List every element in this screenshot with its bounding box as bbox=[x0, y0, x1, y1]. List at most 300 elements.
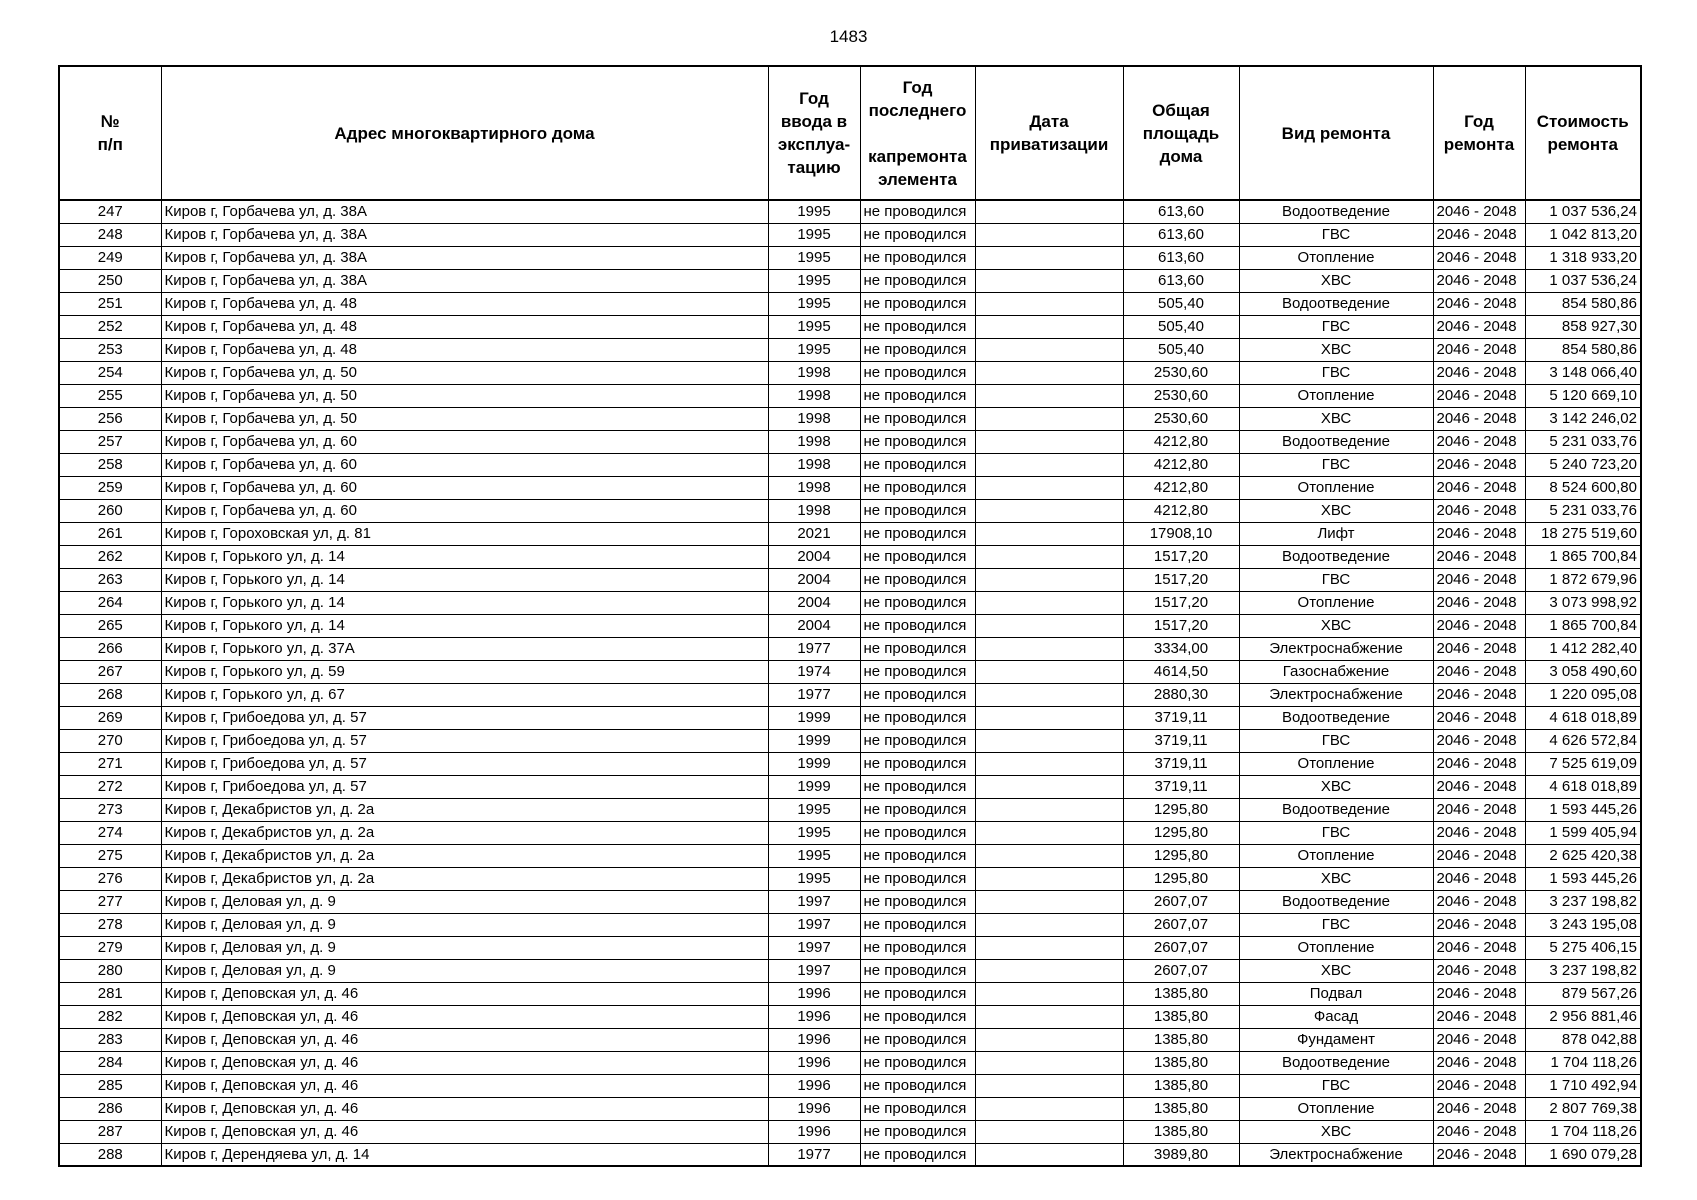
cell-area: 1517,20 bbox=[1123, 568, 1239, 591]
cell-repair-type: ГВС bbox=[1239, 913, 1433, 936]
cell-repair-year: 2046 - 2048 bbox=[1433, 637, 1525, 660]
cell-area: 613,60 bbox=[1123, 223, 1239, 246]
cell-repair-type: ХВС bbox=[1239, 867, 1433, 890]
cell-num: 269 bbox=[59, 706, 161, 729]
cell-year-commissioned: 1995 bbox=[768, 844, 860, 867]
cell-address: Киров г, Декабристов ул, д. 2а bbox=[161, 844, 768, 867]
cell-address: Киров г, Деповская ул, д. 46 bbox=[161, 1074, 768, 1097]
table-body bbox=[59, 200, 1641, 1166]
cell-address: Киров г, Горького ул, д. 59 bbox=[161, 660, 768, 683]
cell-repair-type: ХВС bbox=[1239, 499, 1433, 522]
cell-num: 250 bbox=[59, 269, 161, 292]
cell-address: Киров г, Деловая ул, д. 9 bbox=[161, 959, 768, 982]
cell-repair-year: 2046 - 2048 bbox=[1433, 614, 1525, 637]
cell-privatization bbox=[975, 246, 1123, 269]
table-row bbox=[59, 752, 1641, 775]
cell-repair-year: 2046 - 2048 bbox=[1433, 660, 1525, 683]
cell-repair-cost: 1 037 536,24 bbox=[1525, 200, 1641, 223]
cell-area: 1385,80 bbox=[1123, 1097, 1239, 1120]
cell-address: Киров г, Горбачева ул, д. 48 bbox=[161, 315, 768, 338]
cell-privatization bbox=[975, 683, 1123, 706]
cell-year-commissioned: 1996 bbox=[768, 1005, 860, 1028]
cell-repair-year: 2046 - 2048 bbox=[1433, 683, 1525, 706]
cell-address: Киров г, Деловая ул, д. 9 bbox=[161, 936, 768, 959]
table-row bbox=[59, 476, 1641, 499]
table-row bbox=[59, 292, 1641, 315]
table-row bbox=[59, 1028, 1641, 1051]
cell-year-commissioned: 1999 bbox=[768, 706, 860, 729]
cell-privatization bbox=[975, 706, 1123, 729]
cell-repair-cost: 5 231 033,76 bbox=[1525, 430, 1641, 453]
cell-area: 1295,80 bbox=[1123, 867, 1239, 890]
cell-year-commissioned: 1995 bbox=[768, 223, 860, 246]
cell-repair-year: 2046 - 2048 bbox=[1433, 522, 1525, 545]
cell-num: 264 bbox=[59, 591, 161, 614]
cell-repair-year: 2046 - 2048 bbox=[1433, 568, 1525, 591]
cell-repair-year: 2046 - 2048 bbox=[1433, 246, 1525, 269]
table-row bbox=[59, 246, 1641, 269]
cell-repair-cost: 4 626 572,84 bbox=[1525, 729, 1641, 752]
cell-last-repair: не проводился bbox=[860, 614, 975, 637]
cell-year-commissioned: 1995 bbox=[768, 315, 860, 338]
cell-repair-cost: 3 237 198,82 bbox=[1525, 890, 1641, 913]
cell-address: Киров г, Горбачева ул, д. 60 bbox=[161, 499, 768, 522]
cell-area: 613,60 bbox=[1123, 269, 1239, 292]
table-row bbox=[59, 591, 1641, 614]
cell-area: 4212,80 bbox=[1123, 476, 1239, 499]
cell-repair-cost: 3 073 998,92 bbox=[1525, 591, 1641, 614]
table-row bbox=[59, 568, 1641, 591]
cell-repair-year: 2046 - 2048 bbox=[1433, 867, 1525, 890]
cell-last-repair: не проводился bbox=[860, 936, 975, 959]
cell-address: Киров г, Деповская ул, д. 46 bbox=[161, 1005, 768, 1028]
cell-last-repair: не проводился bbox=[860, 407, 975, 430]
cell-address: Киров г, Горбачева ул, д. 48 bbox=[161, 338, 768, 361]
cell-repair-cost: 1 872 679,96 bbox=[1525, 568, 1641, 591]
cell-year-commissioned: 1997 bbox=[768, 936, 860, 959]
cell-last-repair: не проводился bbox=[860, 798, 975, 821]
cell-num: 284 bbox=[59, 1051, 161, 1074]
cell-privatization bbox=[975, 1120, 1123, 1143]
cell-privatization bbox=[975, 384, 1123, 407]
cell-repair-year: 2046 - 2048 bbox=[1433, 706, 1525, 729]
cell-repair-type: Электроснабжение bbox=[1239, 683, 1433, 706]
cell-num: 263 bbox=[59, 568, 161, 591]
cell-repair-cost: 1 704 118,26 bbox=[1525, 1120, 1641, 1143]
cell-area: 1385,80 bbox=[1123, 1051, 1239, 1074]
table-row bbox=[59, 545, 1641, 568]
cell-last-repair: не проводился bbox=[860, 292, 975, 315]
cell-num: 266 bbox=[59, 637, 161, 660]
cell-area: 1385,80 bbox=[1123, 1028, 1239, 1051]
cell-address: Киров г, Деповская ул, д. 46 bbox=[161, 1028, 768, 1051]
cell-last-repair: не проводился bbox=[860, 315, 975, 338]
cell-privatization bbox=[975, 1051, 1123, 1074]
cell-last-repair: не проводился bbox=[860, 223, 975, 246]
cell-area: 4212,80 bbox=[1123, 453, 1239, 476]
cell-last-repair: не проводился bbox=[860, 1143, 975, 1166]
cell-repair-type: Водоотведение bbox=[1239, 706, 1433, 729]
cell-address: Киров г, Горбачева ул, д. 38А bbox=[161, 223, 768, 246]
table-row bbox=[59, 223, 1641, 246]
cell-repair-year: 2046 - 2048 bbox=[1433, 591, 1525, 614]
cell-last-repair: не проводился bbox=[860, 683, 975, 706]
header-total-area: Общая площадь дома bbox=[1123, 66, 1239, 200]
cell-year-commissioned: 2021 bbox=[768, 522, 860, 545]
cell-repair-year: 2046 - 2048 bbox=[1433, 338, 1525, 361]
cell-privatization bbox=[975, 522, 1123, 545]
cell-year-commissioned: 1995 bbox=[768, 246, 860, 269]
cell-last-repair: не проводился bbox=[860, 821, 975, 844]
cell-repair-type: Газоснабжение bbox=[1239, 660, 1433, 683]
cell-repair-cost: 1 042 813,20 bbox=[1525, 223, 1641, 246]
cell-address: Киров г, Горького ул, д. 14 bbox=[161, 568, 768, 591]
table-row bbox=[59, 522, 1641, 545]
cell-repair-cost: 5 120 669,10 bbox=[1525, 384, 1641, 407]
cell-year-commissioned: 1998 bbox=[768, 476, 860, 499]
cell-area: 1517,20 bbox=[1123, 545, 1239, 568]
cell-num: 277 bbox=[59, 890, 161, 913]
cell-area: 1385,80 bbox=[1123, 1074, 1239, 1097]
cell-address: Киров г, Деповская ул, д. 46 bbox=[161, 982, 768, 1005]
cell-privatization bbox=[975, 223, 1123, 246]
cell-privatization bbox=[975, 913, 1123, 936]
cell-privatization bbox=[975, 499, 1123, 522]
cell-repair-year: 2046 - 2048 bbox=[1433, 315, 1525, 338]
cell-num: 265 bbox=[59, 614, 161, 637]
cell-repair-cost: 858 927,30 bbox=[1525, 315, 1641, 338]
table-row bbox=[59, 384, 1641, 407]
table-row bbox=[59, 430, 1641, 453]
cell-address: Киров г, Горбачева ул, д. 38А bbox=[161, 200, 768, 223]
cell-address: Киров г, Горького ул, д. 14 bbox=[161, 545, 768, 568]
cell-last-repair: не проводился bbox=[860, 361, 975, 384]
cell-area: 4212,80 bbox=[1123, 499, 1239, 522]
cell-repair-type: Отопление bbox=[1239, 476, 1433, 499]
cell-repair-cost: 1 710 492,94 bbox=[1525, 1074, 1641, 1097]
cell-year-commissioned: 2004 bbox=[768, 568, 860, 591]
header-address: Адрес многоквартирного дома bbox=[161, 66, 768, 200]
cell-repair-cost: 1 704 118,26 bbox=[1525, 1051, 1641, 1074]
cell-num: 285 bbox=[59, 1074, 161, 1097]
cell-repair-cost: 3 058 490,60 bbox=[1525, 660, 1641, 683]
cell-last-repair: не проводился bbox=[860, 200, 975, 223]
cell-num: 261 bbox=[59, 522, 161, 545]
cell-last-repair: не проводился bbox=[860, 1028, 975, 1051]
cell-repair-year: 2046 - 2048 bbox=[1433, 384, 1525, 407]
cell-address: Киров г, Горбачева ул, д. 50 bbox=[161, 384, 768, 407]
cell-privatization bbox=[975, 821, 1123, 844]
cell-repair-type: Отопление bbox=[1239, 591, 1433, 614]
cell-num: 253 bbox=[59, 338, 161, 361]
cell-repair-cost: 3 142 246,02 bbox=[1525, 407, 1641, 430]
cell-area: 2530,60 bbox=[1123, 407, 1239, 430]
cell-area: 505,40 bbox=[1123, 315, 1239, 338]
table-row bbox=[59, 913, 1641, 936]
cell-area: 2607,07 bbox=[1123, 913, 1239, 936]
cell-year-commissioned: 1996 bbox=[768, 1097, 860, 1120]
cell-repair-year: 2046 - 2048 bbox=[1433, 1097, 1525, 1120]
cell-num: 286 bbox=[59, 1097, 161, 1120]
cell-privatization bbox=[975, 315, 1123, 338]
cell-repair-year: 2046 - 2048 bbox=[1433, 1051, 1525, 1074]
cell-last-repair: не проводился bbox=[860, 959, 975, 982]
cell-repair-type: Подвал bbox=[1239, 982, 1433, 1005]
cell-area: 2880,30 bbox=[1123, 683, 1239, 706]
header-row bbox=[59, 66, 1641, 200]
cell-year-commissioned: 1997 bbox=[768, 959, 860, 982]
cell-privatization bbox=[975, 1005, 1123, 1028]
cell-last-repair: не проводился bbox=[860, 982, 975, 1005]
cell-last-repair: не проводился bbox=[860, 1097, 975, 1120]
cell-repair-cost: 5 231 033,76 bbox=[1525, 499, 1641, 522]
cell-address: Киров г, Горбачева ул, д. 38А bbox=[161, 246, 768, 269]
table-row bbox=[59, 798, 1641, 821]
cell-area: 2607,07 bbox=[1123, 890, 1239, 913]
cell-repair-type: Отопление bbox=[1239, 1097, 1433, 1120]
cell-last-repair: не проводился bbox=[860, 913, 975, 936]
cell-num: 255 bbox=[59, 384, 161, 407]
cell-privatization bbox=[975, 614, 1123, 637]
cell-year-commissioned: 1998 bbox=[768, 499, 860, 522]
cell-area: 1385,80 bbox=[1123, 982, 1239, 1005]
cell-area: 505,40 bbox=[1123, 292, 1239, 315]
cell-last-repair: не проводился bbox=[860, 545, 975, 568]
cell-address: Киров г, Горбачева ул, д. 50 bbox=[161, 361, 768, 384]
cell-privatization bbox=[975, 660, 1123, 683]
cell-repair-cost: 1 865 700,84 bbox=[1525, 614, 1641, 637]
cell-year-commissioned: 1974 bbox=[768, 660, 860, 683]
cell-num: 252 bbox=[59, 315, 161, 338]
cell-area: 3989,80 bbox=[1123, 1143, 1239, 1166]
cell-repair-type: Водоотведение bbox=[1239, 545, 1433, 568]
cell-last-repair: не проводился bbox=[860, 706, 975, 729]
table-row bbox=[59, 315, 1641, 338]
cell-address: Киров г, Грибоедова ул, д. 57 bbox=[161, 706, 768, 729]
cell-privatization bbox=[975, 430, 1123, 453]
cell-num: 287 bbox=[59, 1120, 161, 1143]
cell-repair-type: ГВС bbox=[1239, 361, 1433, 384]
cell-repair-year: 2046 - 2048 bbox=[1433, 913, 1525, 936]
cell-repair-cost: 1 412 282,40 bbox=[1525, 637, 1641, 660]
cell-num: 281 bbox=[59, 982, 161, 1005]
cell-year-commissioned: 1996 bbox=[768, 1028, 860, 1051]
cell-last-repair: не проводился bbox=[860, 775, 975, 798]
table-row bbox=[59, 890, 1641, 913]
table-row bbox=[59, 499, 1641, 522]
cell-area: 1295,80 bbox=[1123, 844, 1239, 867]
cell-num: 248 bbox=[59, 223, 161, 246]
cell-address: Киров г, Горького ул, д. 67 bbox=[161, 683, 768, 706]
cell-year-commissioned: 1995 bbox=[768, 269, 860, 292]
cell-last-repair: не проводился bbox=[860, 1051, 975, 1074]
header-num: № п/п bbox=[59, 66, 161, 200]
header-repair-type: Вид ремонта bbox=[1239, 66, 1433, 200]
cell-address: Киров г, Гороховская ул, д. 81 bbox=[161, 522, 768, 545]
cell-repair-year: 2046 - 2048 bbox=[1433, 1005, 1525, 1028]
cell-year-commissioned: 2004 bbox=[768, 591, 860, 614]
cell-repair-cost: 854 580,86 bbox=[1525, 292, 1641, 315]
cell-year-commissioned: 1977 bbox=[768, 1143, 860, 1166]
cell-repair-cost: 5 275 406,15 bbox=[1525, 936, 1641, 959]
table-row bbox=[59, 1143, 1641, 1166]
cell-repair-type: Фундамент bbox=[1239, 1028, 1433, 1051]
cell-num: 278 bbox=[59, 913, 161, 936]
cell-year-commissioned: 1999 bbox=[768, 752, 860, 775]
cell-last-repair: не проводился bbox=[860, 660, 975, 683]
cell-area: 4614,50 bbox=[1123, 660, 1239, 683]
cell-num: 251 bbox=[59, 292, 161, 315]
cell-last-repair: не проводился bbox=[860, 568, 975, 591]
table-row bbox=[59, 775, 1641, 798]
cell-last-repair: не проводился bbox=[860, 384, 975, 407]
table-row bbox=[59, 936, 1641, 959]
cell-repair-cost: 854 580,86 bbox=[1525, 338, 1641, 361]
cell-address: Киров г, Деповская ул, д. 46 bbox=[161, 1120, 768, 1143]
cell-repair-cost: 4 618 018,89 bbox=[1525, 706, 1641, 729]
table-row bbox=[59, 1074, 1641, 1097]
cell-repair-type: Отопление bbox=[1239, 936, 1433, 959]
cell-num: 260 bbox=[59, 499, 161, 522]
table-row bbox=[59, 614, 1641, 637]
cell-address: Киров г, Грибоедова ул, д. 57 bbox=[161, 775, 768, 798]
table-row bbox=[59, 1120, 1641, 1143]
cell-num: 275 bbox=[59, 844, 161, 867]
table-row bbox=[59, 706, 1641, 729]
cell-last-repair: не проводился bbox=[860, 729, 975, 752]
cell-area: 613,60 bbox=[1123, 200, 1239, 223]
cell-repair-year: 2046 - 2048 bbox=[1433, 430, 1525, 453]
cell-num: 283 bbox=[59, 1028, 161, 1051]
cell-num: 249 bbox=[59, 246, 161, 269]
cell-repair-cost: 2 807 769,38 bbox=[1525, 1097, 1641, 1120]
header-privatization-date: Дата приватизации bbox=[975, 66, 1123, 200]
cell-num: 282 bbox=[59, 1005, 161, 1028]
cell-year-commissioned: 1977 bbox=[768, 637, 860, 660]
cell-repair-year: 2046 - 2048 bbox=[1433, 292, 1525, 315]
cell-repair-cost: 3 243 195,08 bbox=[1525, 913, 1641, 936]
table-row bbox=[59, 269, 1641, 292]
cell-address: Киров г, Деповская ул, д. 46 bbox=[161, 1051, 768, 1074]
cell-repair-cost: 879 567,26 bbox=[1525, 982, 1641, 1005]
cell-repair-year: 2046 - 2048 bbox=[1433, 361, 1525, 384]
cell-area: 1385,80 bbox=[1123, 1120, 1239, 1143]
cell-repair-type: ГВС bbox=[1239, 1074, 1433, 1097]
cell-last-repair: не проводился bbox=[860, 752, 975, 775]
cell-last-repair: не проводился bbox=[860, 1120, 975, 1143]
cell-privatization bbox=[975, 752, 1123, 775]
cell-year-commissioned: 1998 bbox=[768, 453, 860, 476]
cell-repair-year: 2046 - 2048 bbox=[1433, 798, 1525, 821]
cell-num: 288 bbox=[59, 1143, 161, 1166]
cell-repair-cost: 1 318 933,20 bbox=[1525, 246, 1641, 269]
cell-year-commissioned: 1998 bbox=[768, 384, 860, 407]
cell-repair-year: 2046 - 2048 bbox=[1433, 752, 1525, 775]
table-row bbox=[59, 453, 1641, 476]
cell-repair-type: Водоотведение bbox=[1239, 200, 1433, 223]
header-year-commissioned: Год ввода в эксплуа- тацию bbox=[768, 66, 860, 200]
cell-repair-year: 2046 - 2048 bbox=[1433, 499, 1525, 522]
cell-address: Киров г, Деловая ул, д. 9 bbox=[161, 890, 768, 913]
cell-repair-type: Отопление bbox=[1239, 384, 1433, 407]
table-row bbox=[59, 407, 1641, 430]
cell-repair-year: 2046 - 2048 bbox=[1433, 729, 1525, 752]
cell-num: 257 bbox=[59, 430, 161, 453]
cell-repair-type: ГВС bbox=[1239, 453, 1433, 476]
cell-repair-cost: 18 275 519,60 bbox=[1525, 522, 1641, 545]
cell-address: Киров г, Горбачева ул, д. 60 bbox=[161, 453, 768, 476]
cell-last-repair: не проводился bbox=[860, 844, 975, 867]
cell-repair-type: ХВС bbox=[1239, 959, 1433, 982]
cell-address: Киров г, Декабристов ул, д. 2а bbox=[161, 798, 768, 821]
cell-year-commissioned: 1997 bbox=[768, 890, 860, 913]
cell-repair-year: 2046 - 2048 bbox=[1433, 1028, 1525, 1051]
header-last-repair-year: Год последнего капремонта элемента bbox=[860, 66, 975, 200]
cell-num: 273 bbox=[59, 798, 161, 821]
cell-repair-year: 2046 - 2048 bbox=[1433, 200, 1525, 223]
cell-privatization bbox=[975, 867, 1123, 890]
cell-num: 247 bbox=[59, 200, 161, 223]
cell-area: 2607,07 bbox=[1123, 959, 1239, 982]
cell-area: 1295,80 bbox=[1123, 798, 1239, 821]
cell-repair-year: 2046 - 2048 bbox=[1433, 775, 1525, 798]
cell-area: 1385,80 bbox=[1123, 1005, 1239, 1028]
cell-year-commissioned: 1996 bbox=[768, 1074, 860, 1097]
cell-num: 268 bbox=[59, 683, 161, 706]
cell-area: 3719,11 bbox=[1123, 706, 1239, 729]
cell-last-repair: не проводился bbox=[860, 499, 975, 522]
cell-num: 259 bbox=[59, 476, 161, 499]
cell-repair-type: Водоотведение bbox=[1239, 1051, 1433, 1074]
cell-last-repair: не проводился bbox=[860, 246, 975, 269]
cell-area: 1295,80 bbox=[1123, 821, 1239, 844]
header-repair-cost: Стоимость ремонта bbox=[1525, 66, 1641, 200]
cell-area: 4212,80 bbox=[1123, 430, 1239, 453]
cell-year-commissioned: 2004 bbox=[768, 614, 860, 637]
cell-privatization bbox=[975, 545, 1123, 568]
cell-privatization bbox=[975, 729, 1123, 752]
cell-privatization bbox=[975, 476, 1123, 499]
cell-area: 2530,60 bbox=[1123, 384, 1239, 407]
cell-repair-type: Отопление bbox=[1239, 844, 1433, 867]
table-row bbox=[59, 200, 1641, 223]
cell-area: 2607,07 bbox=[1123, 936, 1239, 959]
cell-repair-cost: 8 524 600,80 bbox=[1525, 476, 1641, 499]
cell-privatization bbox=[975, 269, 1123, 292]
cell-address: Киров г, Декабристов ул, д. 2а bbox=[161, 867, 768, 890]
table-row bbox=[59, 821, 1641, 844]
cell-repair-type: Водоотведение bbox=[1239, 798, 1433, 821]
cell-privatization bbox=[975, 982, 1123, 1005]
cell-privatization bbox=[975, 361, 1123, 384]
cell-num: 254 bbox=[59, 361, 161, 384]
cell-year-commissioned: 1997 bbox=[768, 913, 860, 936]
cell-address: Киров г, Горького ул, д. 14 bbox=[161, 591, 768, 614]
cell-address: Киров г, Горбачева ул, д. 60 bbox=[161, 430, 768, 453]
cell-repair-cost: 1 599 405,94 bbox=[1525, 821, 1641, 844]
cell-repair-type: ГВС bbox=[1239, 568, 1433, 591]
cell-year-commissioned: 1995 bbox=[768, 867, 860, 890]
cell-repair-type: ГВС bbox=[1239, 223, 1433, 246]
cell-privatization bbox=[975, 890, 1123, 913]
cell-repair-type: ГВС bbox=[1239, 821, 1433, 844]
cell-address: Киров г, Горького ул, д. 37А bbox=[161, 637, 768, 660]
cell-repair-type: ХВС bbox=[1239, 775, 1433, 798]
cell-repair-year: 2046 - 2048 bbox=[1433, 476, 1525, 499]
cell-privatization bbox=[975, 407, 1123, 430]
cell-area: 17908,10 bbox=[1123, 522, 1239, 545]
cell-repair-year: 2046 - 2048 bbox=[1433, 1074, 1525, 1097]
